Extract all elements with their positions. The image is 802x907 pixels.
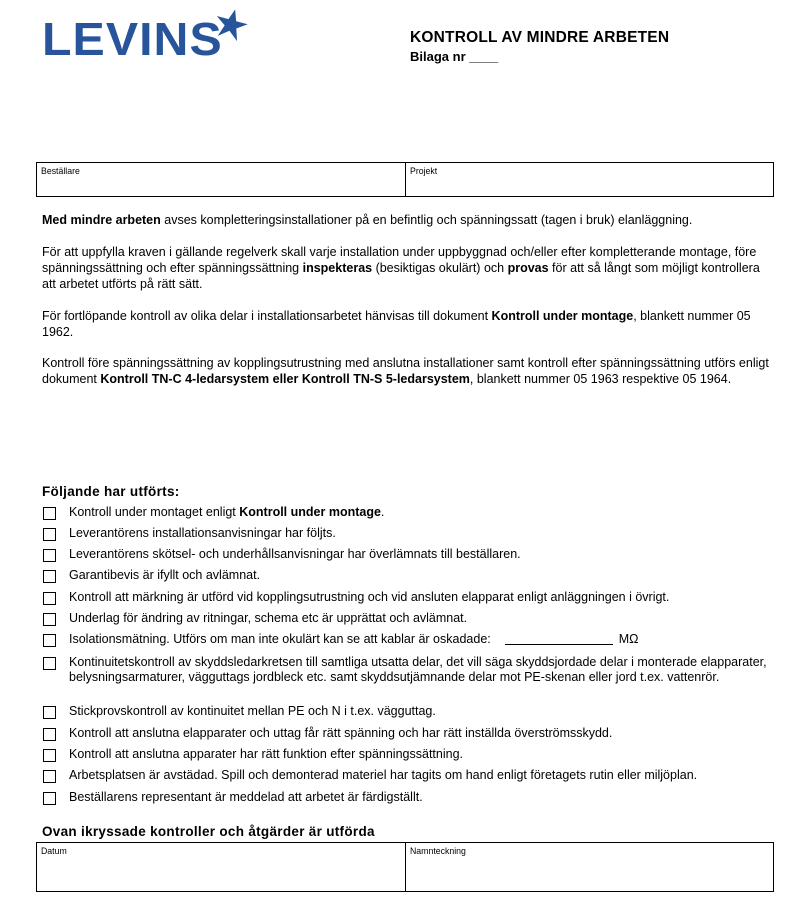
- item-text: .: [380, 505, 385, 519]
- checklist-item: [43, 747, 773, 762]
- star-icon: [214, 8, 248, 42]
- item-text: Kontroll att anslutna apparater har rätt funktion efter spänningssättning.: [69, 747, 463, 761]
- checkbox[interactable]: [43, 657, 56, 670]
- checkbox[interactable]: [43, 706, 56, 719]
- customer-field[interactable]: [37, 163, 405, 196]
- checklist-item: [43, 768, 773, 783]
- text: , blankett nummer 05 1962.: [42, 309, 751, 339]
- text: avses kompletteringsinstallationer på en befintlig och spänningssatt (tagen i bruk) elanläggning.: [160, 213, 693, 227]
- date-field[interactable]: [37, 843, 405, 891]
- item-text: Beställarens representant är meddelad att arbetet är färdigställt.: [69, 790, 423, 804]
- checklist-item: [43, 704, 773, 719]
- checkbox[interactable]: [43, 749, 56, 762]
- item-text: Arbetsplatsen är avstädad. Spill och demonterad materiel har tagits om hand enligt företagets rutin eller miljöplan.: [69, 768, 698, 782]
- text: , blankett nummer 05 1963 respektive 05 1964.: [469, 372, 732, 386]
- customer-project-box: [36, 162, 774, 197]
- item-text: Isolationsmätning. Utförs om man inte okulärt kan se att kablar är oskadade:: [69, 632, 491, 646]
- text: för att så långt som möjligt kontrollera att arbetet utförts på rätt sätt.: [42, 261, 760, 291]
- item-text: Leverantörens skötsel- och underhållsanvisningar har överlämnats till beställaren.: [69, 547, 521, 561]
- logo-text: LEVINS: [42, 13, 223, 65]
- signature-field[interactable]: [405, 843, 774, 891]
- checkbox[interactable]: [43, 613, 56, 626]
- signoff-heading: Ovan ikryssade kontroller och åtgärder är utförda: [42, 824, 375, 839]
- item-text: Kontroll att anslutna elapparater och uttag får rätt spänning och har rätt inställda överströmsskydd.: [69, 726, 613, 740]
- checkbox[interactable]: [43, 549, 56, 562]
- item-text: Leverantörens installationsanvisningar har följts.: [69, 526, 336, 540]
- bold-term: provas: [507, 261, 549, 275]
- date-label: Datum: [41, 846, 67, 857]
- text: Kontroll före spänningssättning av kopplingsutrustning med anslutna installationer samt kontroll efter spänningssättning utförs enligt dokument: [42, 356, 769, 386]
- bold-term: inspekteras: [302, 261, 373, 275]
- item-text: Kontroll under montaget enligt: [69, 505, 240, 519]
- checkbox[interactable]: [43, 634, 56, 647]
- checklist-item: [43, 505, 773, 520]
- signoff-box: [36, 842, 774, 892]
- project-field[interactable]: [405, 163, 774, 196]
- text: För fortlöpande kontroll av olika delar i installationsarbetet hänvisas till dokument: [42, 309, 492, 323]
- intro-paragraph-4: [42, 355, 777, 387]
- checklist-item: [43, 611, 773, 626]
- intro-paragraph-1: [42, 212, 777, 228]
- checklist-item: [43, 590, 773, 605]
- checkbox[interactable]: [43, 507, 56, 520]
- checklist-heading: Följande har utförts:: [42, 484, 180, 499]
- checklist-item: [43, 726, 773, 741]
- insulation-value-field[interactable]: [505, 632, 613, 645]
- checklist-item: [43, 526, 773, 541]
- checkbox[interactable]: [43, 792, 56, 805]
- levins-logo: [42, 8, 242, 66]
- intro-paragraph-2: [42, 244, 777, 292]
- text: För att uppfylla kraven i gällande regelverk skall varje installation under uppbyggnad och/eller efter kompletterande montage, före spänningssättning och efter spänningssättning: [42, 245, 757, 275]
- item-text: Kontinuitetskontroll av skyddsledarkretsen till samtliga utsatta delar, det vill säga skyddsjordade delar i monterade elapparater, belysningsarmaturer, vägguttags jordbleck etc. samt skyddsutjämnande delar mot PE-skenan eller jord t.ex. vattenrör.: [69, 655, 767, 684]
- text: (besiktigas okulärt) och: [372, 261, 508, 275]
- checkbox[interactable]: [43, 570, 56, 583]
- checklist-item: [43, 547, 773, 562]
- checklist-item: [43, 790, 773, 805]
- checkbox[interactable]: [43, 528, 56, 541]
- checkbox[interactable]: [43, 728, 56, 741]
- bold-term: Kontroll under montage: [491, 309, 634, 323]
- unit-label: MΩ: [618, 632, 639, 646]
- checklist-item: [43, 568, 773, 583]
- item-text: Garantibevis är ifyllt och avlämnat.: [69, 568, 261, 582]
- checkbox[interactable]: [43, 592, 56, 605]
- checklist-item: [43, 632, 773, 647]
- attachment-number[interactable]: Bilaga nr ____: [410, 49, 499, 64]
- bold-term: Kontroll TN-C 4-ledarsystem eller Kontroll TN-S 5-ledarsystem: [100, 372, 470, 386]
- document-title: KONTROLL AV MINDRE ARBETEN: [410, 29, 670, 46]
- item-text: Kontroll att märkning är utförd vid kopplingsutrustning och vid ansluten elapparat enligt anläggningen i övrigt.: [69, 590, 670, 604]
- customer-label: Beställare: [41, 166, 80, 177]
- item-text: Stickprovskontroll av kontinuitet mellan PE och N i t.ex. vägguttag.: [69, 704, 436, 718]
- bold-term: Kontroll under montage: [239, 505, 381, 519]
- signature-label: Namnteckning: [409, 846, 466, 857]
- item-text: Underlag för ändring av ritningar, schema etc är upprättat och avlämnat.: [69, 611, 468, 625]
- checkbox[interactable]: [43, 770, 56, 783]
- intro-paragraph-3: [42, 308, 777, 340]
- bold-term: Med mindre arbeten: [42, 213, 161, 227]
- project-label: Projekt: [409, 166, 437, 177]
- checklist-item: [43, 655, 773, 685]
